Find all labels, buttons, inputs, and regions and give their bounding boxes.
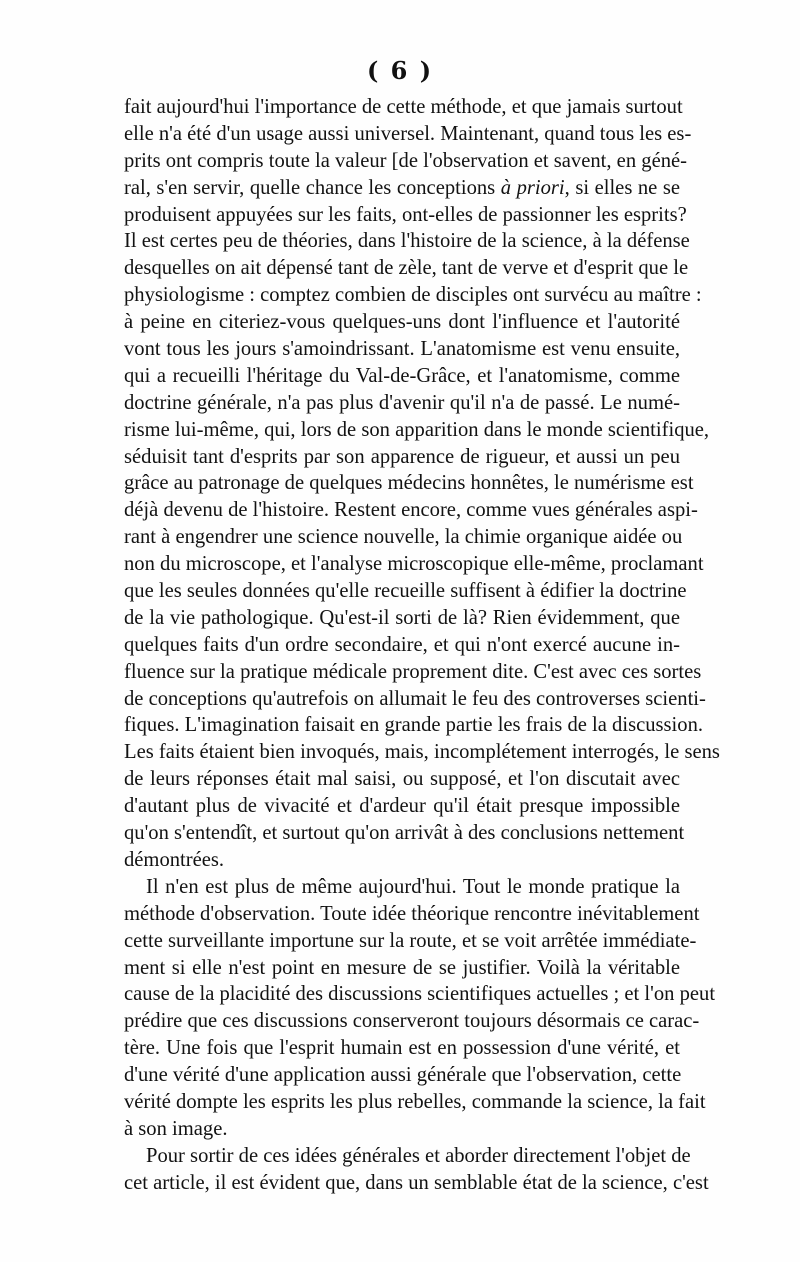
text-line: tère. Une fois que l'esprit humain est en possession d'une vérité, et <box>124 1037 680 1060</box>
text-line: desquelles on ait dépensé tant de zèle, tant de verve et d'esprit que le <box>124 257 689 280</box>
text-line: séduisit tant d'esprits par son apparence de rigueur, et aussi un peu <box>124 445 680 468</box>
text-line: fluence sur la pratique médicale proprement dite. C'est avec ces sortes <box>124 660 702 683</box>
text-line: non du microscope, et l'analyse microscopique elle-même, proclamant <box>124 553 704 576</box>
text-line: produisent appuyées sur les faits, ont-elles de passionner les esprits? <box>124 203 687 226</box>
text-line: vont tous les jours s'amoindrissant. L'anatomisme est venu ensuite, <box>124 338 680 361</box>
text-line: que les seules données qu'elle recueille suffisent à édifier la doctrine <box>124 580 687 603</box>
text-line: qu'on s'entendît, et surtout qu'on arrivât à des conclusions nettement <box>124 822 685 845</box>
paragraph-3 <box>124 1143 709 1197</box>
text-line: déjà devenu de l'histoire. Restent encore, comme vues générales aspi- <box>124 499 698 522</box>
text-line: qui a recueilli l'héritage du Val-de-Grâce, et l'anatomisme, comme <box>124 364 680 387</box>
text-line: vérité dompte les esprits les plus rebelles, commande la science, la fait <box>124 1090 706 1113</box>
text-line: Il n'en est plus de même aujourd'hui. Tout le monde pratique la <box>146 875 680 898</box>
text-line: cette surveillante importune sur la route, et se voit arrêtée immédiate- <box>124 929 697 952</box>
paragraph-1 <box>124 94 720 874</box>
text-line: prédire que ces discussions conserveront toujours désormais ce carac- <box>124 1010 700 1033</box>
text-line: de conceptions qu'autrefois on allumait le feu des controverses scienti- <box>124 687 706 710</box>
text-line: prits ont compris toute la valeur [de l'observation et savent, en géné- <box>124 149 687 172</box>
text-line: d'autant plus de vivacité et d'ardeur qu'il était presque impossible <box>124 795 680 818</box>
text-line: ment si elle n'est point en mesure de se justifier. Voilà la véritable <box>124 956 680 979</box>
text-line: à son image. <box>124 1117 228 1140</box>
text-line: de la vie pathologique. Qu'est-il sorti de là? Rien évidemment, que <box>124 606 680 629</box>
text-line: Les faits étaient bien invoqués, mais, incomplétement interrogés, le sens <box>124 741 720 764</box>
text-line: Il est certes peu de théories, dans l'histoire de la science, à la défense <box>124 230 690 253</box>
text-line: cause de la placidité des discussions scientifiques actuelles ; et l'on peut <box>124 983 716 1006</box>
text-line: de leurs réponses était mal saisi, ou supposé, et l'on discutait avec <box>124 768 680 791</box>
text-line: Pour sortir de ces idées générales et aborder directement l'objet de <box>146 1144 691 1167</box>
text-line: risme lui-même, qui, lors de son apparition dans le monde scientifique, <box>124 418 710 441</box>
text-line: ral, s'en servir, quelle chance les conceptions à priori, si elles ne se <box>124 176 681 199</box>
text-line: elle n'a été d'un usage aussi universel. Maintenant, quand tous les es- <box>124 122 692 145</box>
text-line: grâce au patronage de quelques médecins honnêtes, le numérisme est <box>124 472 694 495</box>
text-line: à peine en citeriez-vous quelques-uns dont l'influence et l'autorité <box>124 311 680 334</box>
text-line: fait aujourd'hui l'importance de cette méthode, et que jamais surtout <box>124 96 683 118</box>
text-line: rant à engendrer une science nouvelle, la chimie organique aidée ou <box>124 526 683 549</box>
text-line: quelques faits d'un ordre secondaire, et qui n'ont exercé aucune in- <box>124 633 680 656</box>
text-line: cet article, il est évident que, dans un semblable état de la science, c'est <box>124 1171 709 1194</box>
text-line: fiques. L'imagination faisait en grande partie les frais de la discussion. <box>124 714 704 737</box>
text-line: doctrine générale, n'a pas plus d'avenir qu'il n'a de passé. Le numé- <box>124 391 680 414</box>
text-line: démontrées. <box>124 848 225 871</box>
text-line: physiologisme : comptez combien de disciples ont survécu au maître : <box>124 284 702 307</box>
text-line: d'une vérité d'une application aussi générale que l'observation, cette <box>124 1064 682 1087</box>
page-number: ( 6 ) <box>366 56 434 85</box>
text-line: méthode d'observation. Toute idée théorique rencontre inévitablement <box>124 902 700 925</box>
paragraph-2 <box>124 874 716 1143</box>
body-text <box>124 94 720 1197</box>
